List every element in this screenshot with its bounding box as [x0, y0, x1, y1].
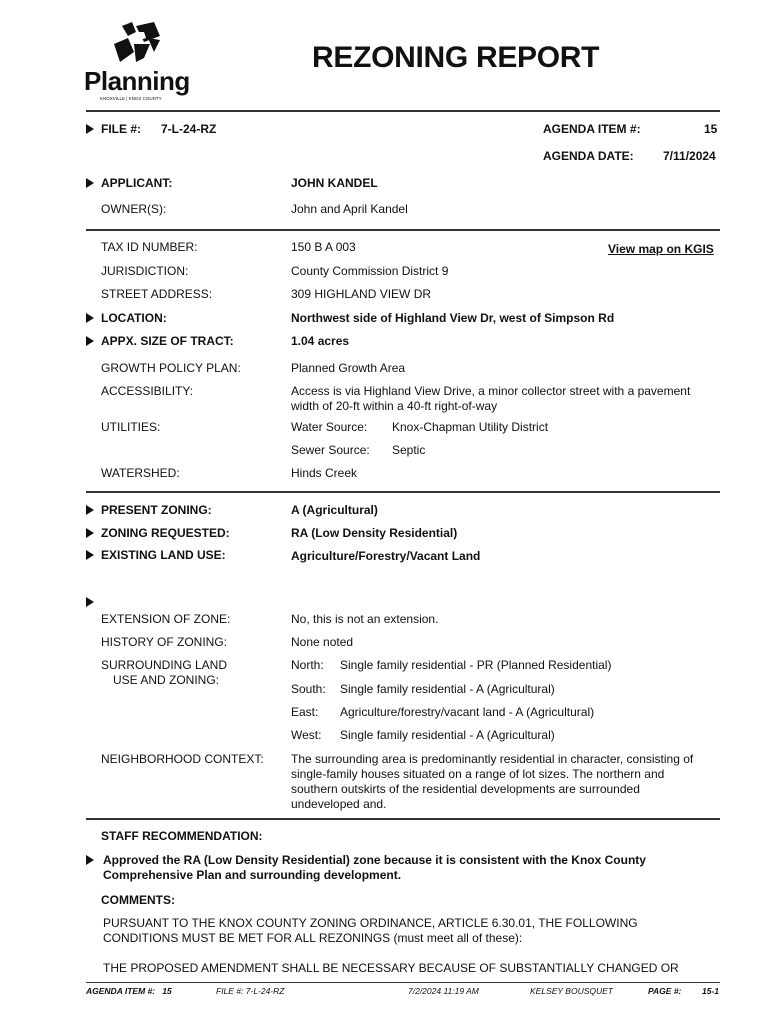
- comments-line-3: THE PROPOSED AMENDMENT SHALL BE NECESSARY BECAUSE OF SUBSTANTIALLY CHANGED OR: [103, 961, 679, 975]
- footer-file: FILE #: 7-L-24-RZ: [216, 986, 285, 996]
- neighborhood-value: [291, 752, 721, 812]
- utilities-label: UTILITIES:: [101, 420, 161, 434]
- west-value: Single family residential - A (Agricultural): [340, 728, 555, 742]
- jurisdiction-label: JURISDICTION:: [101, 264, 189, 278]
- street-address-label: STREET ADDRESS:: [101, 287, 213, 301]
- planning-logo-word: Planning: [84, 66, 190, 96]
- agenda-date-label: AGENDA DATE:: [543, 149, 634, 163]
- staff-recommendation-heading: STAFF RECOMMENDATION:: [101, 829, 263, 843]
- agenda-date-value: 7/11/2024: [663, 149, 716, 163]
- staff-recommendation-line-2: Comprehensive Plan and surrounding development.: [103, 868, 402, 882]
- location-value: Northwest side of Highland View Dr, west of Simpson Rd: [291, 311, 615, 325]
- owner-value: John and April Kandel: [291, 202, 408, 216]
- file-label: FILE #:: [101, 122, 142, 136]
- sewer-source-label: Sewer Source:: [291, 443, 370, 457]
- land-use-value: Agriculture/Forestry/Vacant Land: [291, 549, 481, 563]
- neighborhood-label: NEIGHBORHOOD CONTEXT:: [101, 752, 264, 766]
- staff-recommendation-text: [103, 853, 646, 883]
- planning-logo: [84, 22, 196, 104]
- owner-label: OWNER(S):: [101, 202, 167, 216]
- west-direction: West:: [291, 728, 322, 742]
- extension-label: EXTENSION OF ZONE:: [101, 612, 231, 626]
- history-label: HISTORY OF ZONING:: [101, 635, 228, 649]
- surrounding-label: [101, 658, 227, 688]
- comments-line-2: CONDITIONS MUST BE MET FOR ALL REZONINGS (must meet all of these):: [103, 931, 523, 945]
- tract-arrow-icon: [86, 336, 94, 346]
- comments-text: [103, 916, 638, 946]
- north-value: Single family residential - PR (Planned Residential): [340, 658, 612, 672]
- watershed-value: Hinds Creek: [291, 466, 358, 480]
- tract-size-value: 1.04 acres: [291, 334, 350, 348]
- file-value: 7-L-24-RZ: [161, 122, 217, 136]
- water-source-value: Knox-Chapman Utility District: [392, 420, 549, 434]
- zoning-divider: [86, 818, 720, 820]
- north-direction: North:: [291, 658, 324, 672]
- sewer-source-value: Septic: [392, 443, 426, 457]
- tract-size-label: APPX. SIZE OF TRACT:: [101, 334, 234, 348]
- water-source-label: Water Source:: [291, 420, 368, 434]
- staff-recommendation-line-1: Approved the RA (Low Density Residential) zone because it is consistent with the Knox County: [103, 853, 646, 867]
- surrounding-label-line-2: USE AND ZONING:: [113, 673, 220, 687]
- applicant-divider: [86, 229, 720, 231]
- location-label: LOCATION:: [101, 311, 167, 325]
- comments-heading: COMMENTS:: [101, 893, 175, 907]
- land-use-arrow-icon: [86, 550, 94, 560]
- neighborhood-line-3: southern outskirts of the residential developments are surrounded: [291, 782, 640, 796]
- present-zoning-label: PRESENT ZONING:: [101, 503, 212, 517]
- footer-author: KELSEY BOUSQUET: [530, 986, 613, 996]
- footer-divider: [86, 982, 720, 983]
- land-use-label: EXISTING LAND USE:: [101, 548, 226, 562]
- neighborhood-line-4: undeveloped and.: [291, 797, 387, 811]
- applicant-value: JOHN KANDEL: [291, 176, 378, 190]
- street-address-value: 309 HIGHLAND VIEW DR: [291, 287, 432, 301]
- extension-value: No, this is not an extension.: [291, 612, 439, 626]
- growth-policy-value: Planned Growth Area: [291, 361, 406, 375]
- neighborhood-line-1: The surrounding area is predominantly residential in character, consisting of: [291, 752, 694, 766]
- zoning-requested-value: RA (Low Density Residential): [291, 526, 458, 540]
- page-title: REZONING REPORT: [312, 41, 600, 74]
- accessibility-line-2: width of 20-ft within a 40-ft right-of-way: [291, 399, 498, 413]
- present-zoning-arrow-icon: [86, 505, 94, 515]
- watershed-label: WATERSHED:: [101, 466, 180, 480]
- header-divider: [86, 110, 720, 112]
- surrounding-label-line-1: SURROUNDING LAND: [101, 658, 228, 672]
- south-direction: South:: [291, 682, 326, 696]
- agenda-item-value: 15: [704, 122, 718, 136]
- applicant-arrow-icon: [86, 178, 94, 188]
- growth-policy-label: GROWTH POLICY PLAN:: [101, 361, 241, 375]
- planning-logo-mark-icon: [110, 22, 166, 70]
- zoning-requested-label: ZONING REQUESTED:: [101, 526, 230, 540]
- footer-page-label: PAGE #:: [648, 986, 682, 996]
- footer-page-number: 15-1: [702, 986, 720, 996]
- staff-recommendation-arrow-icon: [86, 855, 94, 865]
- tax-id-value: 150 B A 003: [291, 240, 356, 254]
- footer-agenda-item: AGENDA ITEM #: 15: [86, 986, 172, 996]
- footer-date: 7/2/2024 11:19 AM: [408, 986, 479, 996]
- tax-id-label: TAX ID NUMBER:: [101, 240, 198, 254]
- east-direction: East:: [291, 705, 319, 719]
- comments-line-1: PURSUANT TO THE KNOX COUNTY ZONING ORDINANCE, ARTICLE 6.30.01, THE FOLLOWING: [103, 916, 638, 930]
- kgis-map-link[interactable]: View map on KGIS: [608, 242, 714, 256]
- accessibility-label: ACCESSIBILITY:: [101, 384, 194, 398]
- present-zoning-value: A (Agricultural): [291, 503, 378, 517]
- applicant-label: APPLICANT:: [101, 176, 173, 190]
- south-value: Single family residential - A (Agricultural): [340, 682, 555, 696]
- history-value: None noted: [291, 635, 354, 649]
- accessibility-value: [291, 384, 721, 414]
- property-divider: [86, 491, 720, 493]
- planning-logo-tag: KNOXVILLE | KNOX COUNTY: [100, 96, 162, 101]
- accessibility-line-1: Access is via Highland View Drive, a minor collector street with a pavement: [291, 384, 691, 398]
- location-arrow-icon: [86, 313, 94, 323]
- file-arrow-icon: [86, 124, 94, 134]
- jurisdiction-value: County Commission District 9: [291, 264, 449, 278]
- agenda-item-label: AGENDA ITEM #:: [543, 122, 641, 136]
- east-value: Agriculture/forestry/vacant land - A (Agricultural): [340, 705, 595, 719]
- zoning-requested-arrow-icon: [86, 528, 94, 538]
- blank-arrow-icon: [86, 597, 94, 607]
- neighborhood-line-2: single-family houses situated on a range of lot sizes. The northern and: [291, 767, 665, 781]
